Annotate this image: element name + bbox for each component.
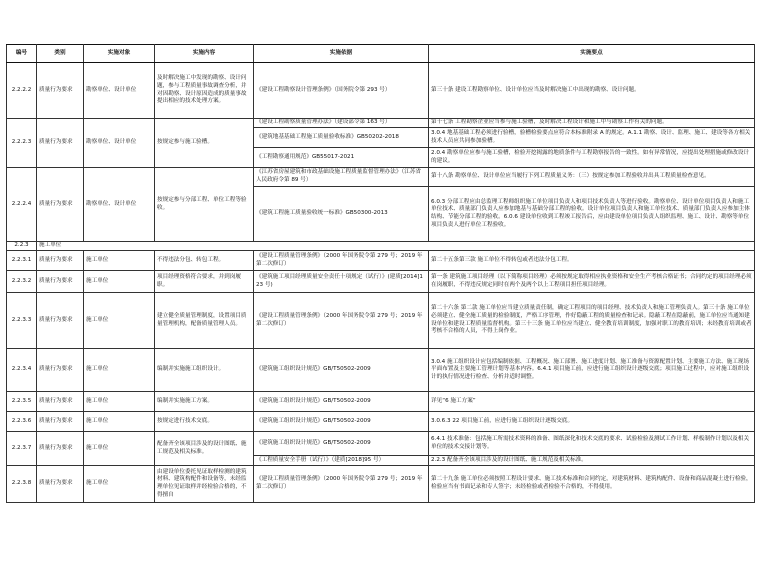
header-basis: 实施依据 <box>254 45 429 63</box>
row-points: 6.0.3 分部工程应由总监理工程师组织施工单位项目负责人和项目技术负责人等进行验收。勘察单位、设计单位项目负责人和施工单位技术、质量部门负责人应参加地基与基础分部工程的验收。设计单位项目负责人和施工单位技术、质量部门负责人应参加主体结构、节能分部工程的验收。6.0.6 建设单位收到工程竣工报告后，应由建设单位项目负责人组织监理、施工、设计、勘察等单位项目负责人进行单位工程验收。 <box>429 187 755 242</box>
row-number: 2.2.2.2 <box>7 63 37 119</box>
table-row <box>7 251 755 271</box>
row-number: 2.2.3.8 <box>7 466 37 503</box>
row-basis: 《江苏省房屋建筑和市政基础设施工程质量监督管理办法》（江苏省人民政府令第 89 号） <box>254 168 429 187</box>
row-category: 质量行为要求 <box>37 168 84 242</box>
row-object: 施工单位 <box>84 466 155 503</box>
table-row <box>7 119 755 128</box>
row-points: 2.2.3 配备齐全该项目涉及的设计图纸、施工规范及相关标准。 <box>429 456 755 466</box>
row-points: 详见“6 施工方案” <box>429 392 755 412</box>
row-content: 编制并实施施工方案。 <box>155 392 254 412</box>
row-number: 2.2.3.1 <box>7 251 37 271</box>
row-category: 质量行为要求 <box>37 119 84 168</box>
row-object: 施工单位 <box>84 349 155 392</box>
row-content: 项目经理资格符合要求，并到岗履职。 <box>155 271 254 293</box>
row-content: 按规定进行技术交底。 <box>155 412 254 432</box>
table-row <box>7 392 755 412</box>
row-number: 2.2.3.5 <box>7 392 37 412</box>
row-content: 配备齐全该项目涉及的设计图纸、施工规范及相关标准。 <box>155 432 254 466</box>
row-category: 质量行为要求 <box>37 349 84 392</box>
row-content: 按规定参与分部工程、单位工程等验收。 <box>155 168 254 242</box>
row-points: 第二十六条 第二款 施工单位应当建立质量责任制，确定工程项目的项目经理、技术负责人和施工管理负责人。第三十条 施工单位必须建立、健全施工质量的检验制度，严格工序管理，作好隐蔽工程的质量检查和记录。隐蔽工程在隐蔽前，施工单位应当通知建设单位和建设工程质量监督机构。第三十三条 施工单位应当建立、健全教育培训制度，加强对职工的教育培训；未经教育培训或者考核不合格的人员，不得上岗作业。 <box>429 293 755 349</box>
row-points: 3.0.4 施工组织设计应包括编制依据、工程概况、施工部署、施工进度计划、施工准备与资源配置计划、主要施工方法、施工现场平面布置及主要施工管理计划等基本内容。6.4.1 项目施工前，应进行施工组织设计逐级交底；项目施工过程中，应对施工组织设计的执行情况进行检查、分析并适时调整。 <box>429 349 755 392</box>
row-category: 质量行为要求 <box>37 251 84 271</box>
row-object: 施工单位 <box>84 412 155 432</box>
row-content: 建立健全质量管理制度，设置项目质量管理机构，配备质量管理人员。 <box>155 293 254 349</box>
row-basis: 《建筑施工组织设计规范》GB/T50502-2009 <box>254 412 429 432</box>
row-content: 不得违法分包、转包工程。 <box>155 251 254 271</box>
row-category: 质量行为要求 <box>37 271 84 293</box>
row-number: 2.2.3.4 <box>7 349 37 392</box>
row-points: 2.0.4 勘察单位应参与施工验槽，检验开挖揭露的地质条件与工程勘察报告的一致性。如有异常情况，应提出处理措施或修改设计的建议。 <box>429 148 755 168</box>
header-points: 实施要点 <box>429 45 755 63</box>
row-category: 质量行为要求 <box>37 412 84 432</box>
table-row <box>7 349 755 392</box>
row-basis: 《建筑地基基础工程施工质量验收标准》GB50202-2018 <box>254 128 429 148</box>
row-object: 施工单位 <box>84 271 155 293</box>
table-header-row <box>7 45 755 63</box>
row-category: 质量行为要求 <box>37 432 84 466</box>
row-content: 编制并实施施工组织设计。 <box>155 349 254 392</box>
row-basis: 《建设工程勘察质量管理办法》（建设部令第 163 号） <box>254 119 429 128</box>
row-basis: 《建筑施工项目经理质量安全责任十项规定（试行）》(建质[2014]123 号) <box>254 271 429 293</box>
row-points: 第十七条 工程勘察企业应当参与施工验槽，及时解决工程设计和施工中与勘察工作有关的问题。 <box>429 119 755 128</box>
row-basis: 《建筑工程施工质量验收统一标准》GB50300-2013 <box>254 187 429 242</box>
row-points: 3.0.6.3 22 项目施工前，应进行施工组织设计逐级交底。 <box>429 412 755 432</box>
table-row <box>7 466 755 503</box>
row-number: 2.2.3.2 <box>7 271 37 293</box>
row-basis: 《建筑施工组织设计规范》GB/T50502-2009 <box>254 432 429 456</box>
row-points: 第三十条 建设工程勘察单位、设计单位应当及时解决施工中出现的勘察、设计问题。 <box>429 63 755 119</box>
row-number: 2.2.2.4 <box>7 168 37 242</box>
table-row <box>7 271 755 293</box>
row-basis: 《建设工程质量管理条例》（2000 年国务院令第 279 号；2019 年第二次修订） <box>254 466 429 503</box>
row-points: 3.0.4 地基基础工程必须进行验槽，验槽检验要点应符合本标准附录 A 的规定。A.1.1 勘察、设计、监理、施工、建设等各方相关技术人员应共同参加验槽。 <box>429 128 755 148</box>
row-content: 及时解决施工中发现的勘察、设计问题，参与工程质量事故调查分析，并对因勘察、设计原因造成的质量事故提出相应的技术处理方案。 <box>155 63 254 119</box>
row-number: 2.2.3.6 <box>7 412 37 432</box>
section-number: 2.2.3 <box>7 242 37 251</box>
row-object: 施工单位 <box>84 251 155 271</box>
row-object: 施工单位 <box>84 392 155 412</box>
row-points: 6.4.1 技术准备：包括施工所需技术资料的准备、图纸深化和技术交底的要求、试验检验及测试工作计划、样板制作计划以及相关单位的技术交接计划等。 <box>429 432 755 456</box>
row-object: 勘察单位、设计单位 <box>84 63 155 119</box>
row-points: 第一条 建筑施工项目经理（以下简称项目经理）必须按规定取得相应执业资格和安全生产考核合格证书；合同约定的项目经理必须在岗履职，不得违反规定同时在两个及两个以上工程项目担任项目经理。 <box>429 271 755 293</box>
row-object: 勘察单位、设计单位 <box>84 119 155 168</box>
row-basis: 《工程质量安全手册（试行）》（建质[2018]95 号） <box>254 456 429 466</box>
row-basis: 《建筑施工组织设计规范》GB/T50502-2009 <box>254 392 429 412</box>
section-row <box>7 242 755 251</box>
row-category: 质量行为要求 <box>37 466 84 503</box>
regulation-table <box>6 44 755 503</box>
row-content: 按规定参与施工验槽。 <box>155 119 254 168</box>
header-content: 实施内容 <box>155 45 254 63</box>
section-title: 施工单位 <box>37 242 755 251</box>
table-row <box>7 63 755 119</box>
row-basis: 《建筑施工组织设计规范》GB/T50502-2009 <box>254 349 429 392</box>
table-row <box>7 168 755 187</box>
row-basis: 《工程勘察通用规范》GB55017-2021 <box>254 148 429 168</box>
row-points: 第二十五条第三款 施工单位不得转包或者违法分包工程。 <box>429 251 755 271</box>
row-number: 2.2.3.7 <box>7 432 37 466</box>
row-category: 质量行为要求 <box>37 293 84 349</box>
row-number: 2.2.2.3 <box>7 119 37 168</box>
table-row <box>7 412 755 432</box>
header-number: 编号 <box>7 45 37 63</box>
row-points: 第十八条 勘察单位、设计单位应当履行下列工程质量义务：（三）按规定参加工程验收并出具工程质量检查意见。 <box>429 168 755 187</box>
row-object: 施工单位 <box>84 293 155 349</box>
row-content: 由建设单位委托见证取样检测的建筑材料、建筑构配件和设备等，未经监理单位见证取样并经检验合格的，不得擅自 <box>155 466 254 503</box>
row-basis: 《建设工程质量管理条例》（2000 年国务院令第 279 号；2019 年第二次修订） <box>254 251 429 271</box>
table-row <box>7 432 755 456</box>
row-basis: 《建设工程质量管理条例》（2000 年国务院令第 279 号；2019 年第二次修订） <box>254 293 429 349</box>
row-points: 第二十九条 施工单位必须按照工程设计要求、施工技术标准和合同约定，对建筑材料、建筑构配件、设备和商品混凝土进行检验，检验应当有书面记录和专人签字；未经检验或者检验不合格的，不得使用。 <box>429 466 755 503</box>
row-category: 质量行为要求 <box>37 63 84 119</box>
row-object: 施工单位 <box>84 432 155 466</box>
row-category: 质量行为要求 <box>37 392 84 412</box>
row-object: 勘察单位、设计单位 <box>84 168 155 242</box>
header-object: 实施对象 <box>84 45 155 63</box>
header-category: 类别 <box>37 45 84 63</box>
row-basis: 《建设工程勘察设计管理条例》（国务院令第 293 号） <box>254 63 429 119</box>
row-number: 2.2.3.3 <box>7 293 37 349</box>
table-row <box>7 293 755 349</box>
